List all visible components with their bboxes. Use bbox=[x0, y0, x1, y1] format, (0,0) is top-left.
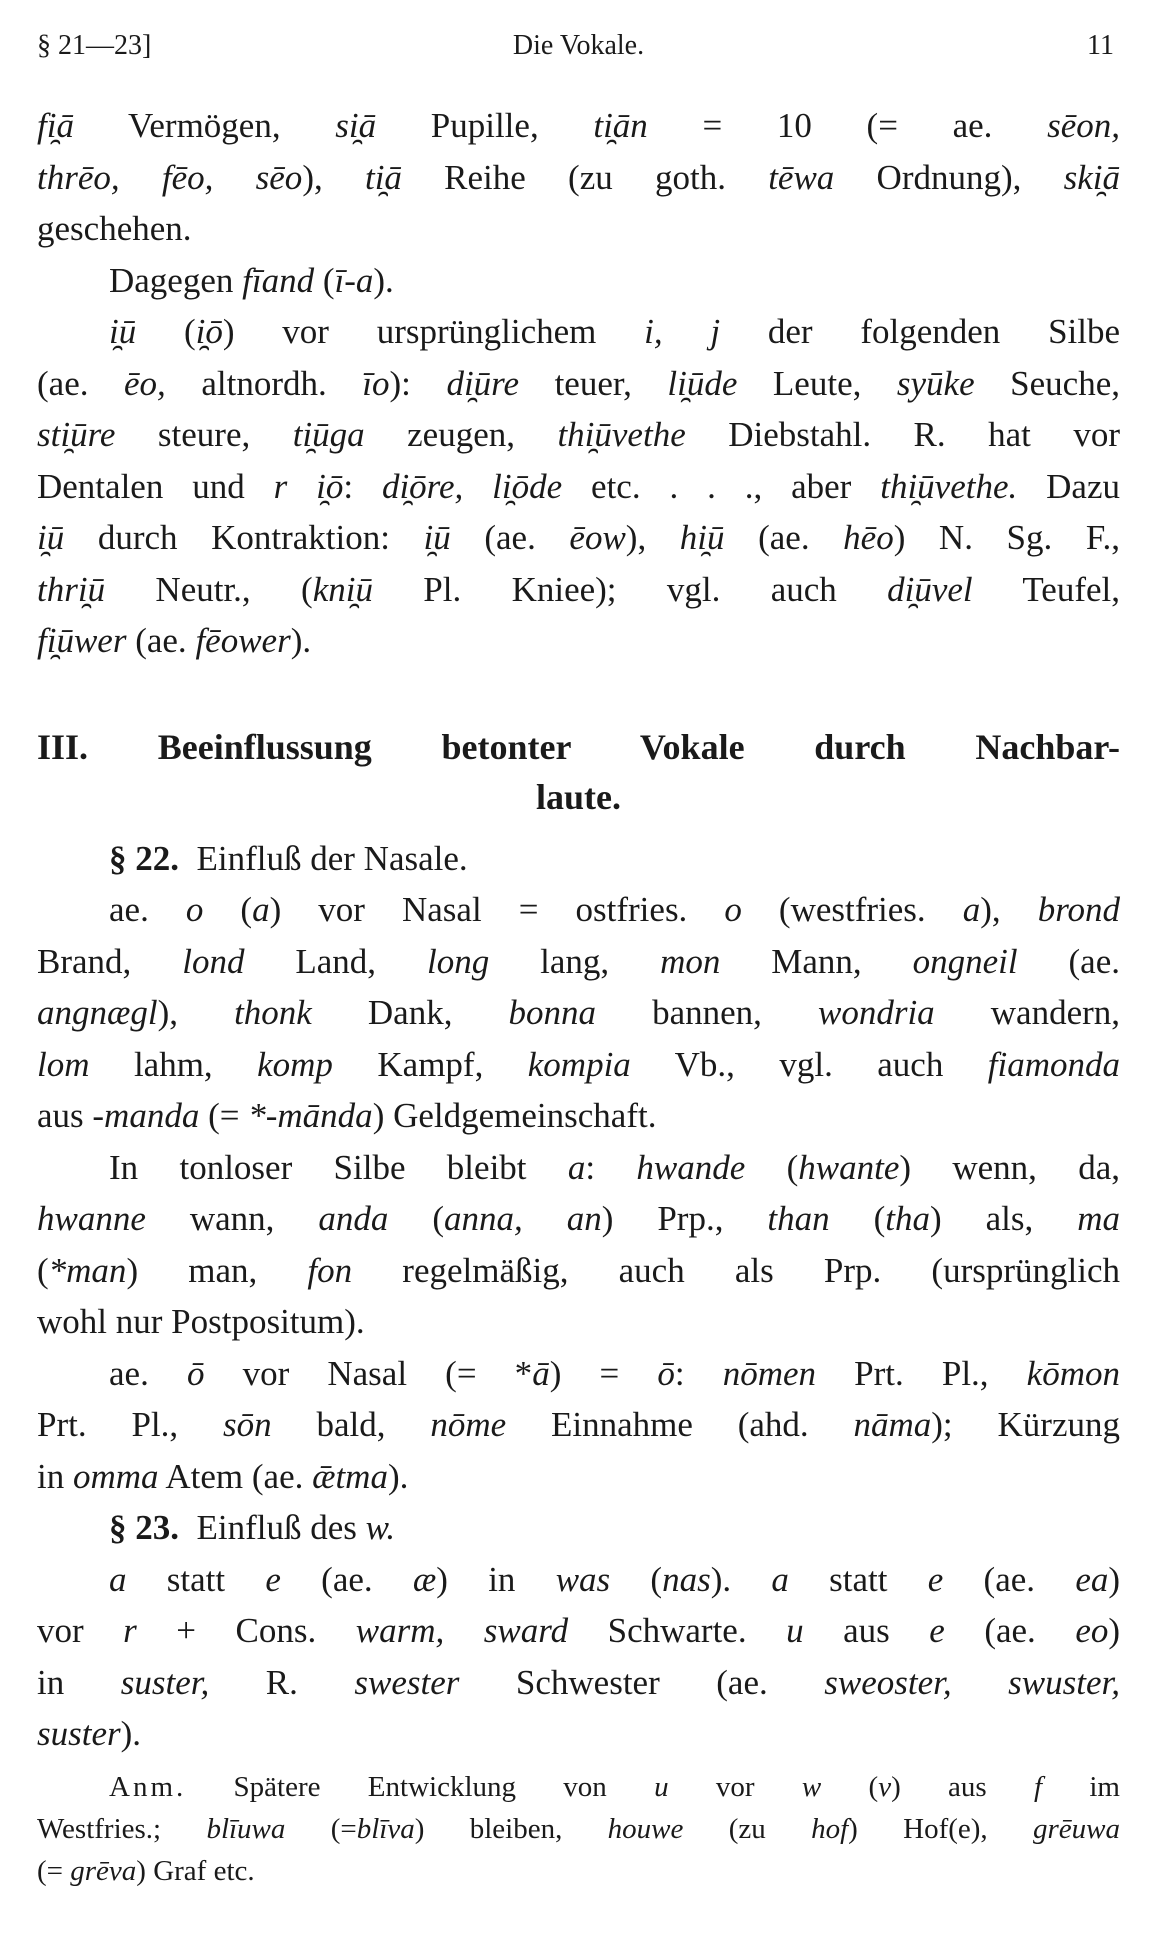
text-run: ( bbox=[388, 1199, 444, 1238]
text-run: ( bbox=[136, 312, 196, 351]
italic-term: fi̯ā bbox=[37, 106, 74, 145]
text-run: ae. bbox=[109, 1353, 187, 1393]
page-number: 11 bbox=[1087, 30, 1114, 61]
italic-term: a bbox=[962, 890, 981, 929]
text-run: ( bbox=[829, 1199, 886, 1238]
italic-term: hwante bbox=[798, 1147, 900, 1187]
text-line bbox=[37, 306, 1120, 358]
text-run: ) man, bbox=[126, 1250, 308, 1290]
text-run: wohl nur Postpositum). bbox=[37, 1302, 365, 1341]
section-title: Einfluß der Nasale. bbox=[196, 838, 468, 878]
text-run: (ae. bbox=[724, 518, 844, 557]
text-line bbox=[37, 936, 1120, 988]
italic-term: nāma bbox=[853, 1405, 932, 1444]
text-line bbox=[37, 564, 1120, 616]
italic-term: hi̯ū bbox=[679, 518, 725, 557]
text-run: Prt. Pl., bbox=[816, 1353, 1027, 1393]
text-run: Dank, bbox=[311, 993, 509, 1032]
italic-term: i̯ū bbox=[109, 312, 137, 351]
text-line bbox=[37, 1399, 1120, 1451]
text-run: ); Kürzung bbox=[931, 1405, 1120, 1444]
text-run: ( bbox=[610, 1559, 663, 1599]
italic-term: suster, bbox=[120, 1662, 210, 1702]
italic-term: mon bbox=[660, 941, 721, 981]
italic-term: a bbox=[252, 890, 270, 929]
text-line bbox=[37, 987, 1120, 1039]
text-run: Brand, bbox=[37, 941, 183, 981]
text-line bbox=[37, 1554, 1120, 1606]
text-run: Seuche, bbox=[974, 363, 1120, 403]
text-line bbox=[37, 1348, 1120, 1400]
italic-term: blīva bbox=[356, 1812, 415, 1845]
italic-term: a bbox=[109, 1559, 127, 1599]
text-run: vor bbox=[37, 1611, 124, 1650]
text-run: Land, bbox=[244, 941, 427, 981]
text-run: ) Geldgemeinschaft. bbox=[372, 1096, 657, 1135]
text-run: ) wenn, da, bbox=[899, 1147, 1120, 1187]
italic-term: swester bbox=[354, 1662, 460, 1702]
text-block-w bbox=[37, 1554, 1120, 1760]
text-line bbox=[37, 615, 1120, 667]
italic-term: i̯ū bbox=[423, 518, 451, 557]
italic-term: anna, an bbox=[444, 1199, 602, 1238]
text-run: Ordnung), bbox=[834, 157, 1064, 197]
text-run bbox=[120, 158, 162, 197]
text-run: im bbox=[1042, 1770, 1120, 1803]
italic-term: ā bbox=[532, 1353, 550, 1393]
italic-term: wondria bbox=[817, 993, 935, 1032]
italic-term: fiamonda bbox=[987, 1044, 1120, 1084]
italic-term: ēow bbox=[569, 518, 626, 557]
text-run: : bbox=[585, 1147, 637, 1187]
paragraph bbox=[37, 1142, 1120, 1348]
italic-term: anda bbox=[318, 1199, 389, 1238]
italic-term: si̯ā bbox=[335, 106, 377, 145]
italic-term: sēon, bbox=[1047, 106, 1120, 145]
italic-term: īo bbox=[362, 363, 390, 403]
text-run: lahm, bbox=[89, 1044, 258, 1084]
text-line bbox=[37, 1090, 1120, 1142]
italic-term: r bbox=[123, 1611, 137, 1650]
text-run: (ae. bbox=[1017, 941, 1120, 981]
text-line bbox=[37, 1808, 1120, 1850]
text-line bbox=[37, 461, 1120, 513]
italic-term: fīand bbox=[242, 260, 315, 300]
italic-term: *-mānda bbox=[248, 1096, 373, 1135]
section-number: § 22. bbox=[109, 838, 179, 878]
italic-term: omma bbox=[72, 1456, 159, 1496]
italic-term: hwanne bbox=[37, 1199, 146, 1238]
text-run: ) Graf etc. bbox=[136, 1854, 255, 1887]
text-run: durch Kontraktion: bbox=[64, 518, 424, 557]
text-line bbox=[37, 152, 1120, 204]
text-line bbox=[37, 1451, 1120, 1503]
italic-term: ti̯ūga bbox=[292, 415, 365, 454]
text-run: ). bbox=[387, 1456, 409, 1496]
italic-term: was bbox=[555, 1559, 611, 1599]
italic-term: ti̯ā bbox=[364, 157, 402, 197]
text-run: (zu bbox=[683, 1812, 812, 1845]
text-run: Prt. Pl., bbox=[37, 1405, 223, 1444]
text-run: : bbox=[343, 466, 382, 506]
text-run: Dentalen und bbox=[37, 466, 274, 506]
text-line bbox=[37, 409, 1120, 461]
italic-term: u bbox=[654, 1770, 669, 1803]
text-run: R. bbox=[209, 1662, 355, 1702]
text-run: Teufel, bbox=[972, 569, 1120, 609]
italic-term: a bbox=[771, 1559, 789, 1599]
paragraph bbox=[37, 884, 1120, 1142]
text-run: in bbox=[37, 1662, 121, 1702]
text-line bbox=[37, 1245, 1120, 1297]
italic-term: w bbox=[801, 1770, 822, 1803]
text-run: aus bbox=[37, 1096, 93, 1135]
text-run: ) aus bbox=[891, 1770, 1034, 1803]
text-run: Pl. Kniee); vgl. auch bbox=[372, 569, 888, 609]
italic-term: u bbox=[786, 1611, 804, 1650]
text-run: Schwester (ae. bbox=[459, 1662, 825, 1702]
text-run: ) Hof(e), bbox=[848, 1812, 1033, 1845]
italic-term: hēo bbox=[843, 518, 894, 557]
text-run: (ae. bbox=[450, 518, 570, 557]
italic-term: ēo, bbox=[124, 363, 166, 403]
text-block-nasals bbox=[37, 884, 1120, 1502]
italic-term: ō bbox=[657, 1353, 675, 1393]
text-run: Diebstahl. R. hat vor bbox=[685, 415, 1120, 454]
text-run: ) als, bbox=[930, 1199, 1078, 1238]
italic-term: eo bbox=[1075, 1611, 1109, 1650]
italic-term: fon bbox=[307, 1250, 353, 1290]
text-run: ) = bbox=[549, 1353, 658, 1393]
text-run: ), bbox=[980, 890, 1038, 929]
italic-term: thi̯ūvethe bbox=[557, 415, 686, 454]
italic-term: lond bbox=[182, 941, 245, 981]
italic-term: sweoster, bbox=[824, 1662, 952, 1702]
text-run: ) Prp., bbox=[601, 1199, 768, 1238]
italic-term: kōmon bbox=[1026, 1353, 1120, 1393]
text-run: etc. . . ., aber bbox=[562, 466, 881, 506]
text-run: statt bbox=[788, 1559, 928, 1599]
text-run: zeugen, bbox=[364, 415, 558, 454]
italic-term: fēower bbox=[195, 621, 291, 660]
text-run: (= bbox=[37, 1854, 71, 1887]
italic-term: brond bbox=[1037, 890, 1121, 929]
italic-term: di̯ūvel bbox=[887, 569, 973, 609]
italic-term: lom bbox=[37, 1044, 90, 1084]
text-run: = 10 (= ae. bbox=[647, 106, 1048, 145]
italic-term: f bbox=[1033, 1770, 1043, 1803]
italic-term: kompia bbox=[527, 1044, 631, 1084]
text-run: Westfries.; bbox=[37, 1812, 207, 1845]
text-line bbox=[37, 884, 1120, 936]
italic-term: ski̯ā bbox=[1063, 157, 1121, 197]
text-run: Dazu bbox=[1017, 466, 1120, 506]
text-run: ). bbox=[710, 1559, 772, 1599]
text-line bbox=[37, 1657, 1120, 1709]
text-line bbox=[37, 255, 1120, 307]
text-run: teuer, bbox=[519, 363, 668, 403]
italic-term: thri̯ū bbox=[37, 569, 106, 609]
text-run: bald, bbox=[271, 1405, 431, 1444]
paragraph bbox=[37, 255, 1120, 307]
italic-term: r i̯ō bbox=[273, 466, 344, 506]
text-run bbox=[952, 1663, 1009, 1702]
text-run: aus bbox=[803, 1611, 930, 1650]
italic-term: i, j bbox=[644, 312, 721, 351]
text-run: Atem (ae. bbox=[158, 1456, 313, 1496]
italic-term: di̯ūre bbox=[446, 363, 520, 403]
section-title: Einfluß des bbox=[196, 1508, 366, 1547]
italic-term: blīuwa bbox=[206, 1812, 286, 1845]
text-run: ). bbox=[373, 260, 394, 300]
italic-term: nōmen bbox=[722, 1353, 817, 1393]
heading-line-1: III. Beeinflussung betonter Vokale durch Nachbar- bbox=[37, 726, 1120, 767]
text-run: Spätere Entwicklung von bbox=[186, 1770, 655, 1803]
italic-term: fi̯ūwer bbox=[37, 621, 127, 660]
heading-line-2: laute. bbox=[536, 776, 621, 817]
italic-term: sti̯ūre bbox=[37, 415, 116, 454]
italic-term: sēo bbox=[255, 157, 303, 197]
italic-term: than bbox=[767, 1199, 830, 1238]
text-run: der folgenden Silbe bbox=[720, 312, 1121, 351]
italic-term: houwe bbox=[607, 1812, 684, 1845]
text-run: (westfries. bbox=[741, 890, 963, 929]
section-title-italic: w. bbox=[365, 1508, 396, 1547]
text-run: (= bbox=[199, 1096, 249, 1135]
italic-term: ma bbox=[1077, 1199, 1121, 1238]
text-run: steure, bbox=[115, 415, 293, 454]
italic-term: grēva bbox=[70, 1854, 137, 1887]
text-run: ( bbox=[314, 260, 335, 300]
text-run: Vb., vgl. auch bbox=[630, 1044, 988, 1084]
italic-term: thrēo, bbox=[37, 157, 120, 197]
italic-term: nōme bbox=[430, 1405, 507, 1444]
text-run: in bbox=[37, 1456, 73, 1496]
text-line bbox=[37, 1708, 1120, 1760]
text-run: Pupille, bbox=[376, 106, 594, 145]
italic-term: thonk bbox=[234, 993, 312, 1032]
text-run: : bbox=[674, 1353, 723, 1393]
text-run: ), bbox=[625, 518, 680, 557]
text-run: ) N. Sg. F., bbox=[893, 518, 1120, 557]
annotation-note bbox=[37, 1766, 1120, 1892]
text-run: geschehen. bbox=[37, 209, 192, 248]
paragraph bbox=[37, 306, 1120, 667]
text-run: Neutr., ( bbox=[105, 569, 313, 609]
page-body bbox=[37, 100, 1120, 1892]
italic-term: angnægl bbox=[37, 993, 158, 1032]
text-run: ), bbox=[302, 157, 365, 197]
book-page bbox=[37, 20, 1120, 1892]
text-run: ) bleiben, bbox=[414, 1812, 608, 1845]
italic-term: v bbox=[878, 1770, 892, 1803]
text-run: ae. bbox=[109, 890, 186, 929]
italic-term: long bbox=[426, 941, 490, 981]
text-block-vowels bbox=[37, 100, 1120, 667]
italic-term: warm, bbox=[355, 1611, 445, 1650]
text-line bbox=[37, 358, 1120, 410]
text-run: (ae. bbox=[126, 621, 196, 660]
italic-term: ongneil bbox=[912, 941, 1018, 981]
text-line bbox=[37, 1039, 1120, 1091]
text-line bbox=[37, 203, 1120, 255]
italic-term: e bbox=[929, 1611, 945, 1650]
text-run: vor bbox=[668, 1770, 802, 1803]
italic-term: sōn bbox=[222, 1405, 272, 1444]
text-run bbox=[213, 158, 255, 197]
text-run: lang, bbox=[489, 941, 661, 981]
italic-term: ea bbox=[1075, 1559, 1109, 1599]
text-run: ( bbox=[821, 1770, 879, 1803]
italic-term: li̯ōde bbox=[492, 466, 563, 506]
text-line bbox=[37, 512, 1120, 564]
text-run: ) bbox=[1108, 1559, 1121, 1599]
paragraph bbox=[37, 100, 1120, 255]
text-run: Kampf, bbox=[332, 1044, 528, 1084]
italic-term: i̯ō bbox=[195, 312, 223, 351]
chapter-heading bbox=[37, 722, 1120, 822]
section-number: § 23. bbox=[109, 1508, 179, 1547]
italic-term: suster bbox=[37, 1714, 121, 1753]
text-run: ( bbox=[203, 890, 253, 929]
text-run: Dagegen bbox=[109, 260, 243, 300]
text-run: (ae. bbox=[280, 1559, 413, 1599]
text-run: Leute, bbox=[737, 363, 897, 403]
text-line bbox=[37, 100, 1120, 152]
text-run: wandern, bbox=[934, 993, 1121, 1032]
italic-term: -manda bbox=[92, 1096, 200, 1135]
text-run: ( bbox=[745, 1147, 799, 1187]
text-run: wann, bbox=[145, 1199, 319, 1238]
running-header bbox=[37, 20, 1120, 72]
text-run: ) vor Nasal = ostfries. bbox=[269, 890, 725, 929]
italic-term: e bbox=[927, 1559, 944, 1599]
italic-term: li̯ūde bbox=[667, 363, 738, 403]
text-run: altnordh. bbox=[165, 363, 363, 403]
italic-term: nas bbox=[662, 1559, 711, 1599]
section-23-heading bbox=[37, 1502, 1120, 1554]
italic-term: æ bbox=[412, 1559, 437, 1599]
text-line bbox=[37, 1142, 1120, 1194]
text-run: ). bbox=[290, 621, 312, 660]
text-run: + Cons. bbox=[136, 1611, 356, 1650]
text-line bbox=[37, 1766, 1120, 1808]
italic-term: komp bbox=[257, 1044, 333, 1084]
text-line bbox=[37, 1850, 1120, 1892]
italic-term: e bbox=[265, 1559, 281, 1599]
italic-term: *man bbox=[48, 1250, 127, 1290]
text-run bbox=[444, 1611, 484, 1650]
section-22-heading bbox=[37, 833, 1120, 885]
text-run: Mann, bbox=[720, 941, 913, 981]
text-run: ), bbox=[157, 993, 235, 1032]
italic-term: o bbox=[724, 890, 742, 929]
text-run: (= bbox=[285, 1812, 357, 1845]
text-run: ) bbox=[1108, 1611, 1121, 1650]
running-title: Die Vokale. bbox=[512, 30, 645, 61]
italic-term: fēo, bbox=[161, 157, 214, 197]
text-run: Reihe (zu goth. bbox=[401, 157, 769, 197]
italic-term: ǣtma bbox=[312, 1456, 388, 1496]
italic-term: i̯ū bbox=[37, 518, 65, 557]
text-run: (ae. bbox=[943, 1559, 1076, 1599]
section-range: § 21—23] bbox=[37, 30, 152, 61]
italic-term: thi̯ūvethe. bbox=[880, 466, 1018, 506]
text-run: (ae. bbox=[944, 1611, 1076, 1650]
text-line bbox=[37, 1605, 1120, 1657]
italic-term: ō bbox=[186, 1353, 205, 1393]
text-line bbox=[37, 1296, 1120, 1348]
italic-term: tēwa bbox=[768, 157, 835, 197]
italic-term: di̯ōre, bbox=[381, 466, 464, 506]
text-run: ( bbox=[37, 1250, 49, 1290]
text-run: In tonloser Silbe bleibt bbox=[109, 1147, 568, 1187]
text-run: bannen, bbox=[596, 993, 818, 1032]
note-label: Anm. bbox=[109, 1770, 187, 1803]
text-run: (ae. bbox=[37, 363, 125, 403]
italic-term: bonna bbox=[508, 993, 597, 1032]
text-run: ): bbox=[389, 363, 447, 403]
text-run: Einnahme (ahd. bbox=[506, 1405, 854, 1444]
text-run: ) vor ursprünglichem bbox=[222, 312, 645, 351]
text-run bbox=[463, 467, 492, 506]
italic-term: ī-a bbox=[334, 260, 374, 300]
italic-term: grēuwa bbox=[1033, 1812, 1120, 1845]
italic-term: kni̯ū bbox=[312, 569, 373, 609]
italic-term: hwande bbox=[636, 1147, 746, 1187]
text-run: Schwarte. bbox=[568, 1611, 787, 1650]
text-run: regelmäßig, auch als Prp. (ursprünglich bbox=[352, 1250, 1120, 1290]
paragraph bbox=[37, 1348, 1120, 1503]
italic-term: ti̯ān bbox=[593, 106, 648, 145]
text-run: Vermögen, bbox=[73, 106, 336, 145]
italic-term: sward bbox=[483, 1611, 569, 1650]
text-line bbox=[37, 1193, 1120, 1245]
italic-term: tha bbox=[885, 1199, 931, 1238]
paragraph bbox=[37, 1554, 1120, 1760]
text-run: ) in bbox=[436, 1559, 556, 1599]
italic-term: a bbox=[567, 1147, 586, 1187]
text-run: ). bbox=[120, 1714, 142, 1753]
text-run: vor Nasal (= * bbox=[204, 1353, 533, 1393]
italic-term: syūke bbox=[896, 363, 975, 403]
italic-term: hof bbox=[811, 1812, 849, 1845]
text-run: statt bbox=[126, 1559, 266, 1599]
italic-term: swuster, bbox=[1008, 1662, 1120, 1702]
italic-term: o bbox=[185, 890, 204, 929]
